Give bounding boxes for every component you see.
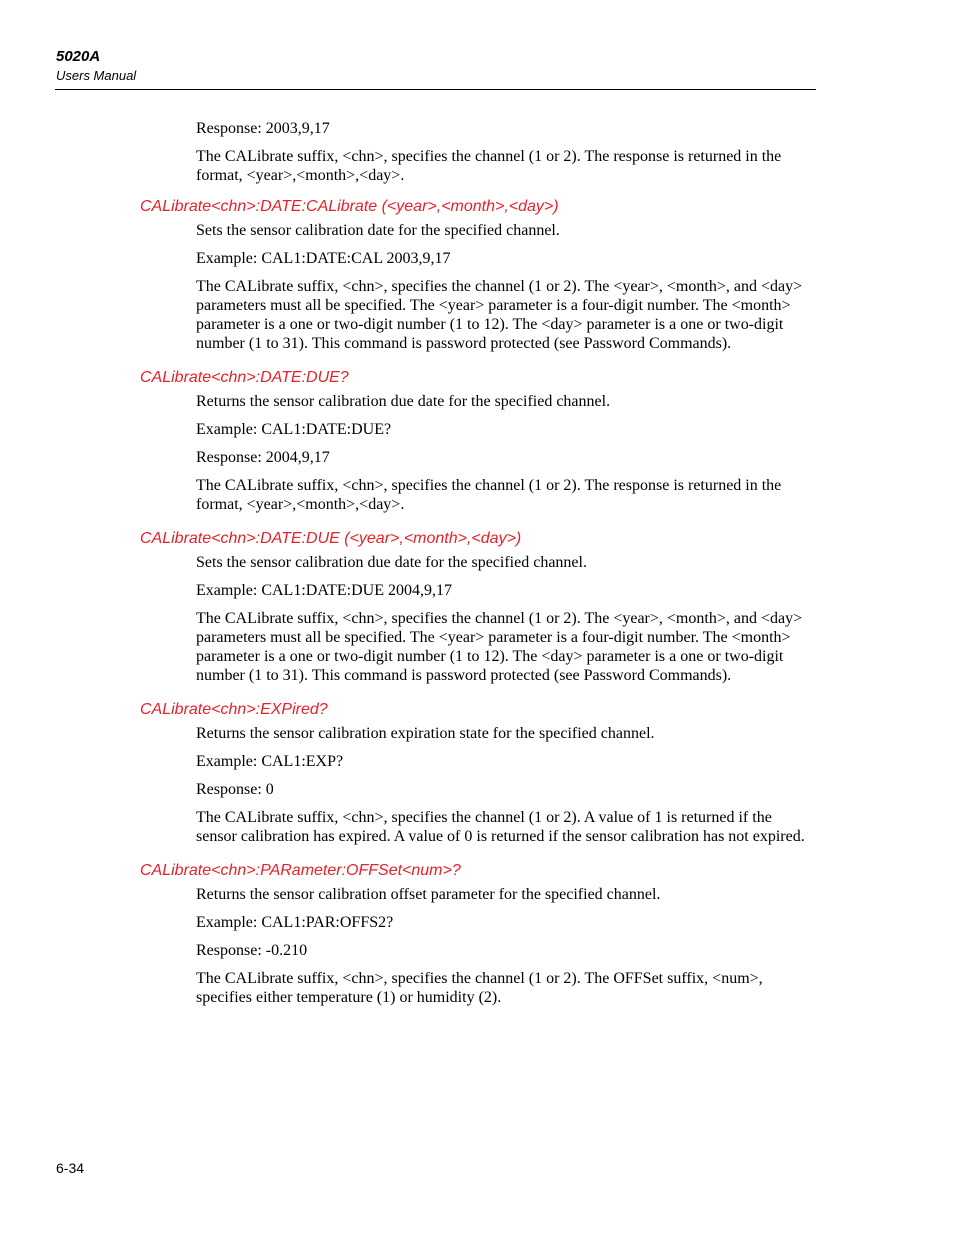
section-paragraph: Example: CAL1:DATE:DUE?	[196, 421, 392, 438]
section-heading: CALibrate<chn>:DATE:DUE (<year>,<month>,<day>)	[140, 530, 522, 547]
section-heading: CALibrate<chn>:DATE:DUE?	[140, 369, 349, 386]
section-paragraph: Response: 2004,9,17	[196, 449, 330, 466]
section-expired	[140, 700, 816, 846]
section-paragraph: Returns the sensor calibration offset parameter for the specified channel.	[196, 886, 661, 903]
section-parameter-offset	[140, 861, 816, 1007]
section-paragraph: Sets the sensor calibration date for the specified channel.	[196, 222, 560, 239]
section-paragraph: Example: CAL1:DATE:CAL 2003,9,17	[196, 250, 451, 267]
section-paragraph: Returns the sensor calibration expiration state for the specified channel.	[196, 725, 655, 742]
section-paragraph: The CALibrate suffix, <chn>, specifies the channel (1 or 2). A value of 1 is returned if the sensor calibration has expired. A value of 0 is returned if the sensor calibration has not expired.	[196, 809, 805, 845]
section-paragraph: The CALibrate suffix, <chn>, specifies the channel (1 or 2). The <year>, <month>, and <day> parameters must all be specified. The <year> parameter is a four-digit number. The <month> parameter is a one or two-digit number (1 to 12). The <day> parameter is a one or two-digit number (1 to 31). This command is password protected (see Password Commands).	[196, 278, 803, 352]
section-paragraph: Sets the sensor calibration due date for the specified channel.	[196, 554, 587, 571]
section-paragraph: Returns the sensor calibration due date for the specified channel.	[196, 393, 611, 410]
section-paragraph: Example: CAL1:EXP?	[196, 753, 344, 770]
document-model: 5020A	[56, 48, 101, 65]
section-heading: CALibrate<chn>:DATE:CALibrate (<year>,<month>,<day>)	[140, 198, 559, 215]
section-heading: CALibrate<chn>:EXPired?	[140, 701, 328, 718]
section-date-calibrate	[140, 197, 816, 353]
section-paragraph: Response: -0.210	[196, 942, 308, 959]
section-paragraph: Response: 0	[196, 781, 274, 798]
document-subtitle: Users Manual	[56, 68, 137, 83]
intro-note: The CALibrate suffix, <chn>, specifies the channel (1 or 2). The response is returned in the format, <year>,<month>,<day>.	[196, 148, 782, 184]
section-paragraph: The CALibrate suffix, <chn>, specifies the channel (1 or 2). The OFFSet suffix, <num>, specifies either temperature (1) or humidity (2).	[196, 970, 763, 1006]
page-body	[140, 119, 816, 1016]
page-number: 6-34	[56, 1160, 85, 1176]
section-paragraph: Example: CAL1:PAR:OFFS2?	[196, 914, 394, 931]
section-paragraph: The CALibrate suffix, <chn>, specifies the channel (1 or 2). The <year>, <month>, and <day> parameters must all be specified. The <year> parameter is a four-digit number. The <month> parameter is a one or two-digit number (1 to 12). The <day> parameter is a one or two-digit number (1 to 31). This command is password protected (see Password Commands).	[196, 610, 803, 684]
intro-response: Response: 2003,9,17	[196, 120, 330, 137]
section-paragraph: Example: CAL1:DATE:DUE 2004,9,17	[196, 582, 452, 599]
header-rule	[55, 89, 816, 90]
section-paragraph: The CALibrate suffix, <chn>, specifies the channel (1 or 2). The response is returned in the format, <year>,<month>,<day>.	[196, 477, 782, 513]
section-date-due-query	[140, 368, 816, 514]
section-date-due-set	[140, 529, 816, 685]
section-heading: CALibrate<chn>:PARameter:OFFSet<num>?	[140, 862, 461, 879]
